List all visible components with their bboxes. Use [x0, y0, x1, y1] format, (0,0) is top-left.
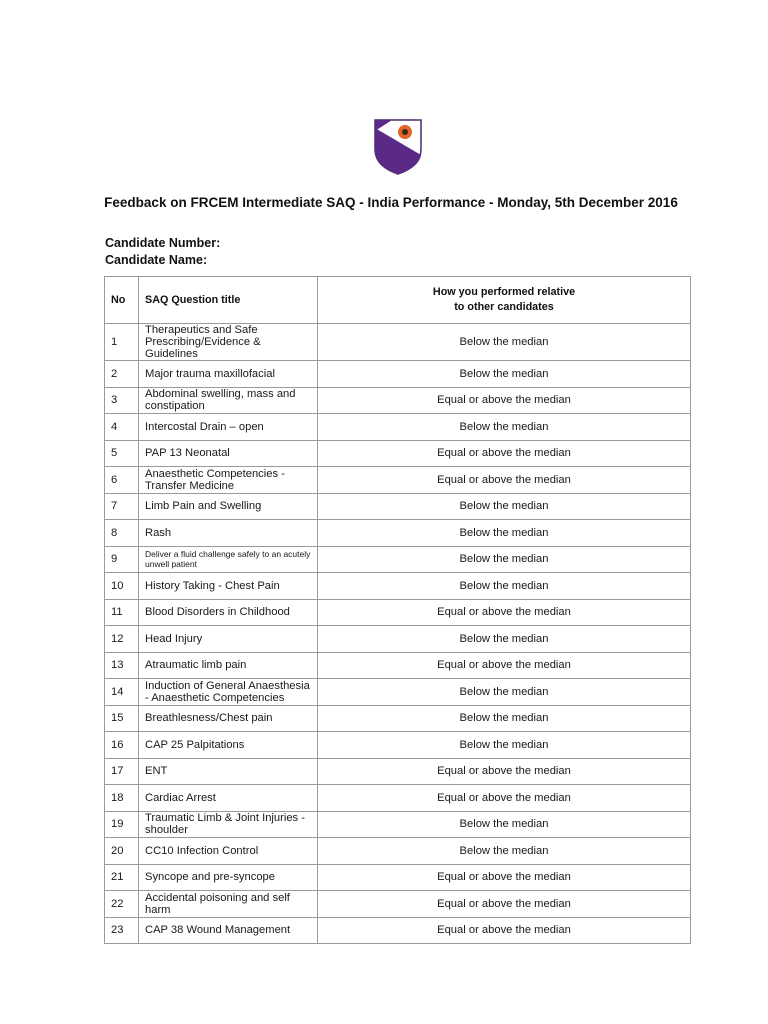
row-question-title: Intercostal Drain – open [139, 414, 318, 441]
row-performance: Equal or above the median [318, 758, 691, 785]
table-row [105, 758, 691, 785]
row-number: 12 [105, 626, 139, 653]
row-question-title: Breathlesness/Chest pain [139, 705, 318, 732]
table-row [105, 520, 691, 547]
row-number: 21 [105, 864, 139, 891]
row-number: 22 [105, 891, 139, 918]
table-row [105, 467, 691, 494]
table-row [105, 891, 691, 918]
row-performance: Equal or above the median [318, 599, 691, 626]
row-question-title: CAP 38 Wound Management [139, 917, 318, 944]
candidate-name-label: Candidate Name: [105, 253, 208, 267]
row-number: 20 [105, 838, 139, 865]
row-question-title: Atraumatic limb pain [139, 652, 318, 679]
row-performance: Below the median [318, 520, 691, 547]
row-number: 13 [105, 652, 139, 679]
row-performance: Below the median [318, 811, 691, 838]
header-no: No [105, 277, 139, 324]
table-row [105, 679, 691, 706]
table-row [105, 440, 691, 467]
table-row [105, 785, 691, 812]
row-question-title: Limb Pain and Swelling [139, 493, 318, 520]
candidate-info [105, 235, 220, 269]
header-question-title: SAQ Question title [139, 277, 318, 324]
row-question-title: Accidental poisoning and self harm [139, 891, 318, 918]
row-performance: Below the median [318, 679, 691, 706]
table-row [105, 917, 691, 944]
row-performance: Below the median [318, 493, 691, 520]
document-title: Feedback on FRCEM Intermediate SAQ - India Performance - Monday, 5th December 2016 [104, 195, 678, 210]
row-number: 19 [105, 811, 139, 838]
row-number: 3 [105, 387, 139, 414]
results-table [104, 276, 691, 944]
row-performance: Below the median [318, 732, 691, 759]
row-number: 6 [105, 467, 139, 494]
row-number: 18 [105, 785, 139, 812]
row-number: 5 [105, 440, 139, 467]
header-performance-line2: to other candidates [454, 301, 554, 313]
table-row [105, 811, 691, 838]
row-question-title: Anaesthetic Competencies - Transfer Medicine [139, 467, 318, 494]
header-performance-line1: How you performed relative [432, 286, 576, 298]
row-performance: Below the median [318, 626, 691, 653]
row-question-title: Rash [139, 520, 318, 547]
row-question-title: CAP 25 Palpitations [139, 732, 318, 759]
row-question-title: Major trauma maxillofacial [139, 361, 318, 388]
row-number: 1 [105, 324, 139, 361]
row-performance: Below the median [318, 414, 691, 441]
table-row [105, 626, 691, 653]
row-performance: Below the median [318, 705, 691, 732]
row-number: 14 [105, 679, 139, 706]
row-question-title: Abdominal swelling, mass and constipation [139, 387, 318, 414]
table-row [105, 493, 691, 520]
row-performance: Equal or above the median [318, 387, 691, 414]
row-number: 8 [105, 520, 139, 547]
table-header-row [105, 277, 691, 324]
row-number: 16 [105, 732, 139, 759]
row-number: 23 [105, 917, 139, 944]
row-question-title: Therapeutics and Safe Prescribing/Evidence & Guidelines [139, 324, 318, 361]
row-question-title: ENT [139, 758, 318, 785]
row-performance: Equal or above the median [318, 917, 691, 944]
row-question-title: Cardiac Arrest [139, 785, 318, 812]
table-row [105, 705, 691, 732]
row-number: 10 [105, 573, 139, 600]
row-performance: Equal or above the median [318, 467, 691, 494]
row-question-title: Syncope and pre-syncope [139, 864, 318, 891]
table-row [105, 732, 691, 759]
table-row [105, 652, 691, 679]
row-performance: Equal or above the median [318, 891, 691, 918]
row-question-title: PAP 13 Neonatal [139, 440, 318, 467]
row-question-title: History Taking - Chest Pain [139, 573, 318, 600]
row-question-title: Head Injury [139, 626, 318, 653]
table-row [105, 387, 691, 414]
row-performance: Below the median [318, 838, 691, 865]
table-row [105, 546, 691, 573]
row-question-title: Deliver a fluid challenge safely to an acutely unwell patient [139, 546, 318, 573]
table-row [105, 361, 691, 388]
row-number: 4 [105, 414, 139, 441]
row-number: 17 [105, 758, 139, 785]
table-row [105, 573, 691, 600]
row-question-title: Blood Disorders in Childhood [139, 599, 318, 626]
row-performance: Equal or above the median [318, 864, 691, 891]
row-question-title: CC10 Infection Control [139, 838, 318, 865]
row-performance: Below the median [318, 361, 691, 388]
row-performance: Equal or above the median [318, 652, 691, 679]
row-question-title: Traumatic Limb & Joint Injuries - shoulder [139, 811, 318, 838]
row-performance: Below the median [318, 324, 691, 361]
table-row [105, 324, 691, 361]
candidate-number-label: Candidate Number: [105, 236, 221, 250]
row-number: 9 [105, 546, 139, 573]
table-row [105, 838, 691, 865]
row-number: 11 [105, 599, 139, 626]
row-number: 15 [105, 705, 139, 732]
table-row [105, 864, 691, 891]
header-performance [318, 277, 691, 324]
row-number: 2 [105, 361, 139, 388]
shield-crest-icon [374, 119, 422, 175]
row-number: 7 [105, 493, 139, 520]
row-performance: Equal or above the median [318, 785, 691, 812]
row-question-title: Induction of General Anaesthesia - Anaesthetic Competencies [139, 679, 318, 706]
table-row [105, 599, 691, 626]
table-row [105, 414, 691, 441]
row-performance: Equal or above the median [318, 440, 691, 467]
row-performance: Below the median [318, 573, 691, 600]
row-performance: Below the median [318, 546, 691, 573]
